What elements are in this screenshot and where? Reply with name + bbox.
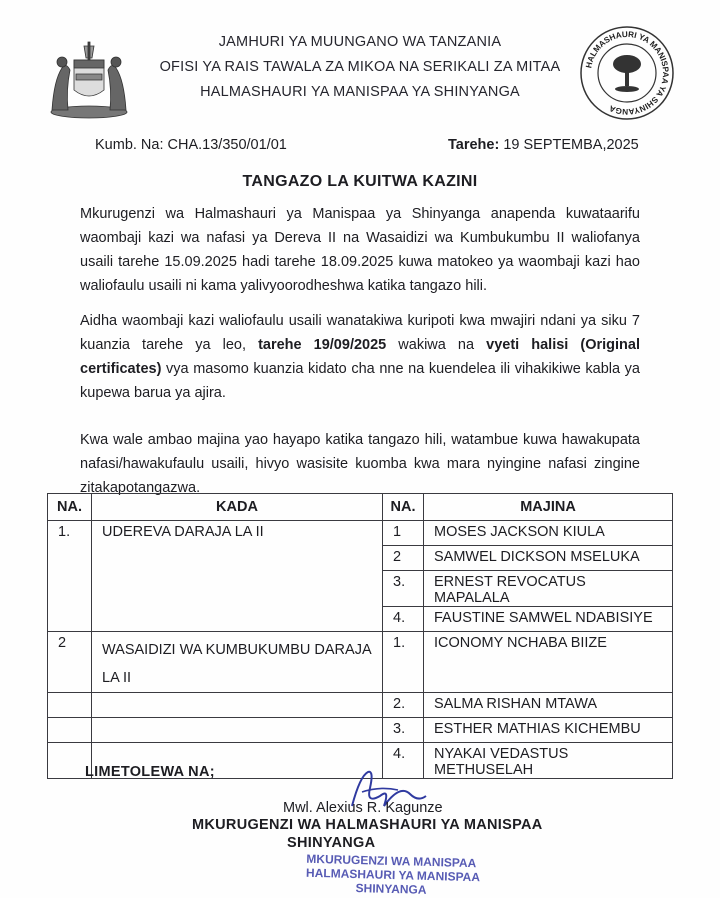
name-number-cell	[383, 607, 424, 632]
municipal-seal-icon	[578, 24, 676, 122]
group-number-cell	[48, 521, 92, 632]
signatory-position-line1: MKURUGENZI WA HALMASHAURI YA MANISPAA	[192, 817, 543, 833]
name-cell	[424, 632, 673, 693]
candidate-name: ICONOMY NCHABA BIIZE	[434, 635, 607, 651]
svg-text:HALMASHAURI YA MANISPAA YA SHI: HALMASHAURI YA MANISPAA YA SHINYANGA	[584, 29, 671, 117]
candidate-name: MOSES JACKSON KIULA	[434, 524, 605, 540]
candidate-name: NYAKAI VEDASTUS METHUSELAH	[434, 746, 569, 778]
results-table	[47, 493, 673, 779]
table-row	[48, 693, 673, 718]
reference-number: Kumb. Na: CHA.13/350/01/01	[95, 137, 287, 153]
name-number: 2.	[393, 696, 406, 712]
paragraph-reporting	[80, 309, 640, 405]
date-label: Tarehe:	[448, 137, 500, 153]
official-stamp	[305, 852, 480, 898]
empty-cell	[48, 693, 92, 718]
table-header-row	[48, 494, 673, 521]
paragraph-unsuccessful: Kwa wale ambao majina yao hayapo katika tangazo hili, watambue kuwa hawakupata nafasi/hawakufaulu usaili, hivyo wasisite kuomba kwa mara nyingine nafasi zingine zitakapotangazwa.	[80, 432, 640, 496]
report-date: tarehe 19/09/2025	[258, 337, 387, 353]
name-cell	[424, 521, 673, 546]
issued-by-label: LIMETOLEWA NA;	[85, 764, 215, 780]
signatory-position-line2: SHINYANGA	[287, 835, 376, 851]
name-number-cell	[383, 521, 424, 546]
group-number: 2	[58, 635, 67, 651]
header-office: OFISI YA RAIS TAWALA ZA MIKOA NA SERIKALI ZA MITAA	[159, 59, 561, 75]
empty-cell	[48, 718, 92, 743]
candidate-name: SALMA RISHAN MTAWA	[434, 696, 598, 712]
name-number: 4.	[393, 610, 406, 626]
date-line	[448, 137, 639, 153]
name-number-cell	[383, 693, 424, 718]
p2-text-c: wakiwa na	[386, 337, 487, 353]
name-cell	[424, 546, 673, 571]
stamp-line3: SHINYANGA	[355, 881, 427, 897]
name-number-cell	[383, 571, 424, 607]
kada-name: WASAIDIZI WA KUMBUKUMBU DARAJA LA II	[102, 642, 371, 686]
name-cell	[424, 693, 673, 718]
name-number-cell	[383, 718, 424, 743]
name-cell	[424, 571, 673, 607]
header-no: NA.	[48, 494, 92, 521]
name-number: 1	[393, 524, 402, 540]
stamp-line1: MKURUGENZI WA MANISPAA	[306, 851, 477, 871]
name-cell	[424, 607, 673, 632]
header-majina: MAJINA	[424, 494, 673, 521]
candidate-name: ESTHER MATHIAS KICHEMBU	[434, 721, 641, 737]
document-title: TANGAZO LA KUITWA KAZINI	[242, 173, 478, 190]
group-number: 1.	[58, 524, 71, 540]
name-cell	[424, 718, 673, 743]
candidate-name: SAMWEL DICKSON MSELUKA	[434, 549, 640, 565]
name-number: 3.	[393, 721, 406, 737]
name-cell	[424, 743, 673, 779]
header-kada: KADA	[92, 494, 383, 521]
certificates-note: vyeti halisi (Original certificates)	[80, 337, 640, 377]
table-row	[48, 718, 673, 743]
table-row	[48, 632, 673, 693]
header-no-2: NA.	[383, 494, 424, 521]
p2-text-e: vya masomo kuanzia kidato cha nne na kuendelea ili vihakikiwe kabla ya kupewa barua ya ajira.	[80, 361, 640, 401]
header-country: JAMHURI YA MUUNGANO WA TANZANIA	[218, 34, 502, 50]
header-council: HALMASHAURI YA MANISPAA YA SHINYANGA	[200, 84, 520, 100]
name-number: 3.	[393, 574, 406, 590]
candidate-name: ERNEST REVOCATUS MAPALALA	[434, 574, 586, 606]
empty-cell	[92, 718, 383, 743]
paragraph-intro: Mkurugenzi wa Halmashauri ya Manispaa ya Shinyanga anapenda kuwataarifu waombaji kazi wa nafasi ya Dereva II na Wasaidizi wa Kumbukumbu II waliofanya usaili tarehe 15.09.2025 hadi tarehe 18.09.2025 kuwa matokeo ya waombaji kazi hao waliofaulu usaili ni kama yalivyoorodheshwa katika tangazo hili.	[80, 206, 640, 294]
name-number: 4.	[393, 746, 406, 762]
stamp-line2: HALMASHAURI YA MANISPAA	[305, 865, 481, 885]
group-number-cell	[48, 632, 92, 693]
name-number-cell	[383, 546, 424, 571]
name-number: 1.	[393, 635, 406, 651]
date-value: 19 SEPTEMBA,2025	[503, 137, 639, 153]
coat-of-arms-icon	[44, 40, 134, 120]
kada-name: UDEREVA DARAJA LA II	[102, 524, 264, 540]
kada-cell	[92, 632, 383, 693]
p2-text-a: Aidha waombaji kazi waliofaulu usaili wanatakiwa kuripoti kwa mwajiri ndani ya siku 7 kuanzia tarehe ya leo,	[80, 313, 640, 353]
signatory-name: Mwl. Alexius R. Kagunze	[283, 800, 443, 816]
name-number: 2	[393, 549, 402, 565]
kada-cell	[92, 521, 383, 632]
table-row	[48, 521, 673, 546]
candidate-name: FAUSTINE SAMWEL NDABISIYE	[434, 610, 653, 626]
empty-cell	[92, 693, 383, 718]
name-number-cell	[383, 632, 424, 693]
